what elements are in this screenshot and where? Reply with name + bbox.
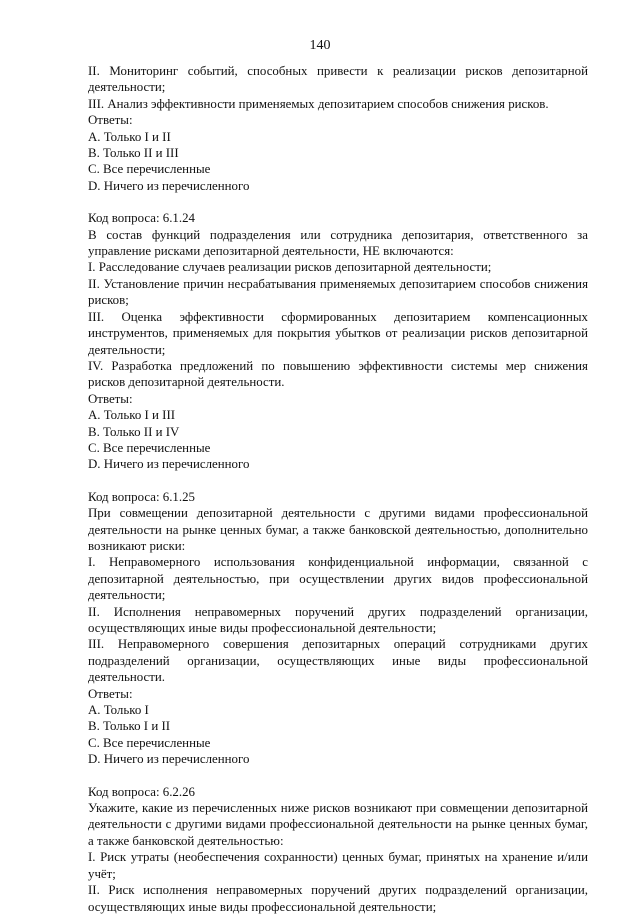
answer-option: B. Только I и II <box>88 719 171 734</box>
statement-line: I. Неправомерного использования конфиденциальной информации, связанной с <box>88 555 588 570</box>
statement-line: II. Риск исполнения неправомерных поручений других подразделений организации, <box>88 883 588 898</box>
statement-line: осуществляющих иные виды профессиональной деятельности; <box>88 899 437 914</box>
statement-line: депозитарной деятельностью, при осуществлении других видов профессиональной <box>88 571 588 586</box>
statement-line: I. Риск утраты (необеспечения сохранности) ценных бумаг, принятых на хранение и/или <box>88 850 588 865</box>
question-text-line: деятельности на рынке ценных бумаг, а также банковской деятельностью, дополнительно <box>88 522 588 537</box>
answer-option: A. Только I <box>88 703 149 718</box>
question-text-line: возникают риски: <box>88 538 186 553</box>
spacer <box>88 194 588 210</box>
statement-line: подразделений организации, осуществляющих иные виды профессиональной <box>88 653 588 668</box>
answer-option: D. Ничего из перечисленного <box>88 178 250 193</box>
statement-line: III. Анализ эффективности применяемых депозитарием способов снижения рисков. <box>88 96 549 111</box>
answer-option: B. Только II и III <box>88 146 179 161</box>
spacer <box>88 473 588 489</box>
question-text-line: а также банковской деятельностью: <box>88 833 284 848</box>
answer-option: A. Только I и III <box>88 408 176 423</box>
statement-line: IV. Разработка предложений по повышению эффективности системы мер снижения <box>88 358 588 373</box>
answer-option: D. Ничего из перечисленного <box>88 752 250 767</box>
question-text-line: В состав функций подразделения или сотрудника депозитария, ответственного за <box>88 227 588 242</box>
page-content <box>88 63 588 915</box>
question-text-line: деятельности с другими видами профессиональной деятельности на рынке ценных бумаг, <box>88 817 588 832</box>
answer-option: C. Все перечисленные <box>88 735 211 750</box>
question-block <box>88 210 588 473</box>
question-block <box>88 489 588 768</box>
statement-line: II. Установление причин несрабатывания применяемых депозитарием способов снижения <box>88 276 588 291</box>
statement-line: учёт; <box>88 866 116 881</box>
statement-line: III. Неправомерного совершения депозитарных операций сотрудниками других <box>88 637 588 652</box>
answer-option: B. Только II и IV <box>88 424 180 439</box>
answers-label: Ответы: <box>88 113 133 128</box>
question-code: Код вопроса: 6.1.24 <box>88 211 195 226</box>
answers-label: Ответы: <box>88 391 133 406</box>
statement-line: рисков; <box>88 293 129 308</box>
answer-option: D. Ничего из перечисленного <box>88 457 250 472</box>
statement-line: рисков депозитарной деятельности. <box>88 375 285 390</box>
statement-line: осуществляющих иные виды профессиональной деятельности; <box>88 621 437 635</box>
page-number: 140 <box>309 38 331 53</box>
statement-line: деятельности; <box>88 80 166 95</box>
question-text-line: управление рисками депозитарной деятельности, НЕ включаются: <box>88 244 454 259</box>
statement-line: II. Исполнения неправомерных поручений других подразделений организации, <box>88 604 588 619</box>
statement-line: деятельности. <box>88 670 166 685</box>
answer-option: A. Только I и II <box>88 129 171 144</box>
question-continuation <box>88 63 588 194</box>
spacer <box>88 768 588 784</box>
answer-option: C. Все перечисленные <box>88 162 211 177</box>
question-code: Код вопроса: 6.1.25 <box>88 489 195 504</box>
question-code: Код вопроса: 6.2.26 <box>88 784 195 799</box>
answer-option: C. Все перечисленные <box>88 440 211 455</box>
statement-line: деятельности; <box>88 588 166 603</box>
question-text-line: Укажите, какие из перечисленных ниже рисков возникают при совмещении депозитарной <box>88 801 588 816</box>
statement-line: деятельности; <box>88 342 166 357</box>
statement-line: инструментов, применяемых для покрытия убытков от реализации рисков депозитарной <box>88 326 588 341</box>
question-block <box>88 784 588 915</box>
question-text-line: При совмещении депозитарной деятельности с другими видами профессиональной <box>88 506 588 521</box>
statement-line: I. Расследование случаев реализации рисков депозитарной деятельности; <box>88 260 492 275</box>
answers-label: Ответы: <box>88 686 133 701</box>
statement-line: II. Мониторинг событий, способных привести к реализации рисков депозитарной <box>88 64 588 78</box>
statement-line: III. Оценка эффективности сформированных депозитарием компенсационных <box>88 309 588 324</box>
